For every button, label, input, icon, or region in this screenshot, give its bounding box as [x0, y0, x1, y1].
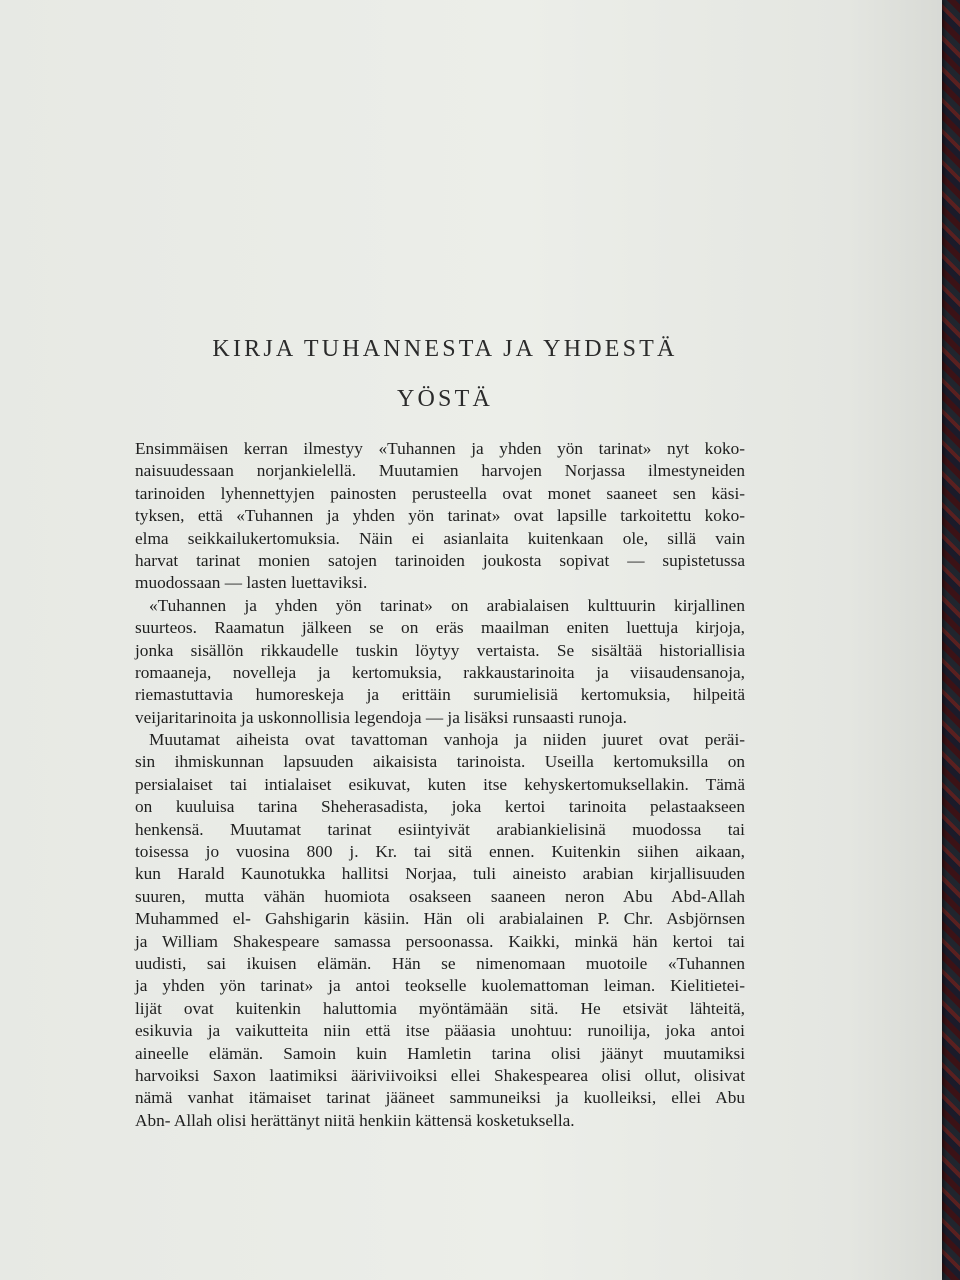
paragraph	[135, 438, 745, 595]
text-line: Muutamat aiheista ovat tavattoman vanhoja ja niiden juuret ovat peräi-	[149, 730, 745, 750]
text-line: Abn- Allah olisi herättänyt niitä henkiin kättensä kosketuksella.	[135, 1110, 575, 1130]
text-line: harvoiksi Saxon laatimiksi ääriviivoiksi ellei Shakespearea olisi ollut, olisivat	[135, 1065, 745, 1085]
chapter-title-line-2: YÖSTÄ	[396, 386, 493, 412]
text-line: toisessa jo vuosina 800 j. Kr. tai sitä ennen. Kuitenkin siihen aikaan,	[135, 842, 745, 862]
text-line: elma seikkailukertomuksia. Näin ei asianlaita kuitenkaan ole, sillä vain	[135, 528, 745, 548]
text-line: ja yhden yön tarinat» ja antoi teokselle kuolemattoman leiman. Kielitietei-	[135, 976, 745, 996]
text-line: persialaiset tai intialaiset esikuvat, kuten itse kehyskertomuksellakin. Tämä	[135, 774, 745, 794]
text-line: tyksen, että «Tuhannen ja yhden yön tarinat» ovat lapsille tarkoitettu koko-	[135, 506, 745, 526]
text-line: suuren, mutta vähän huomiota osakseen saaneen neron Abu Abd-Allah	[135, 886, 745, 906]
text-line: uudisti, sai ikuisen elämän. Hän se nimenomaan muotoile «Tuhannen	[135, 953, 745, 973]
text-line: suurteos. Raamatun jälkeen se on eräs maailman eniten luettuja kirjoja,	[135, 618, 745, 638]
text-line: henkensä. Muutamat tarinat esiintyivät arabiankielisinä muodossa tai	[135, 819, 745, 839]
text-line: nämä vanhat itämaiset tarinat jääneet sammuneiksi ja kuolleiksi, ellei Abu	[135, 1088, 745, 1108]
text-line: ja William Shakespeare samassa persoonassa. Kaikki, minkä hän kertoi tai	[135, 931, 745, 951]
text-line: on kuuluisa tarina Sheherasadista, joka kertoi tarinoita pelastaakseen	[135, 797, 745, 817]
chapter-title-line-1: KIRJA TUHANNESTA JA YHDESTÄ	[212, 336, 678, 362]
text-line: «Tuhannen ja yhden yön tarinat» on arabialaisen kulttuurin kirjallinen	[149, 595, 745, 615]
text-line: sin ihmiskunnan lapsuuden aikaisista tarinoista. Useilla kertomuksilla on	[135, 752, 745, 772]
text-line: tarinoiden lyhennettyjen painosten perusteella ovat monet saaneet sen käsi-	[135, 483, 745, 503]
text-line: kun Harald Kaunotukka hallitsi Norjaa, tuli aineisto arabian kirjallisuuden	[135, 864, 745, 884]
text-line: Ensimmäisen kerran ilmestyy «Tuhannen ja yhden yön tarinat» nyt koko-	[135, 439, 745, 458]
paragraph	[135, 729, 745, 1132]
text-line: muodossaan — lasten luettaviksi.	[135, 573, 368, 593]
text-line: aineelle elämän. Samoin kuin Hamletin tarina olisi jäänyt muutamiksi	[135, 1043, 745, 1063]
paragraph	[135, 595, 745, 729]
text-line: Muhammed el- Gahshigarin käsiin. Hän oli arabialainen P. Chr. Asbjörnsen	[135, 909, 745, 929]
text-line: esikuvia ja vaikutteita niin että itse pääasia unohtuu: runoilija, joka antoi	[135, 1021, 745, 1041]
text-line: harvat tarinat monien satojen tarinoiden joukosta sopivat — supistetussa	[135, 550, 745, 570]
text-line: naisuudessaan norjankielellä. Muutamien harvojen Norjassa ilmestyneiden	[135, 461, 745, 481]
text-line: lijät ovat kuitenkin haluttomia myöntämään sitä. He etsivät lähteitä,	[135, 998, 745, 1018]
body-text	[135, 438, 745, 1132]
text-line: jonka sisällön rikkaudelle tuskin löytyy vertaista. Se sisältää historiallisia	[135, 640, 745, 660]
text-line: romaaneja, novelleja ja kertomuksia, rakkaustarinoita ja viisaudensanoja,	[135, 662, 745, 682]
text-line: riemastuttavia humoreskeja ja erittäin surumielisiä kertomuksia, hilpeitä	[135, 685, 745, 705]
text-line: veijaritarinoita ja uskonnollisia legendoja — ja lisäksi runsaasti runoja.	[135, 707, 627, 727]
